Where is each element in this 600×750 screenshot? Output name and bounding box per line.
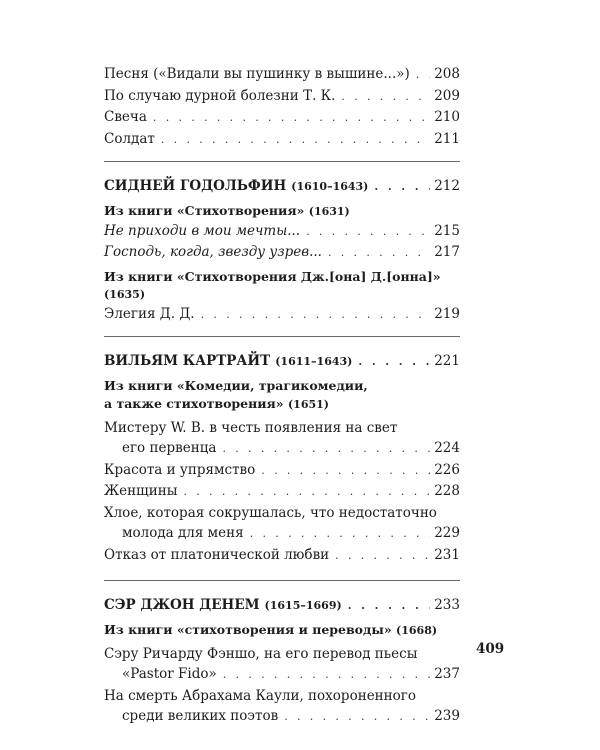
author-years: (1610–1643)	[291, 180, 369, 193]
toc-entry	[104, 460, 460, 482]
book-heading: Из книги «стихотворения и переводы» (1668)	[104, 621, 438, 637]
dot-leader	[306, 222, 430, 243]
toc-entry	[104, 242, 460, 264]
toc-entry-page: 239	[434, 708, 460, 724]
author-name: СИДНЕЙ ГОДОЛЬФИН (1610–1643)	[104, 178, 369, 194]
toc-entry-title: среди великих поэтов	[122, 708, 279, 724]
section-divider	[104, 336, 460, 338]
toc-entry	[104, 545, 460, 567]
toc-entry-page: 237	[434, 666, 460, 682]
dot-leader	[223, 665, 430, 686]
dot-leader	[341, 87, 430, 108]
author-heading	[104, 351, 460, 373]
toc-entry	[104, 304, 460, 326]
table-of-contents	[104, 64, 460, 728]
author-years: (1611–1643)	[275, 355, 353, 368]
toc-entry-title: Сэру Ричарду Фэншо, на его перевод пьесы	[104, 645, 418, 662]
toc-entry-page: 217	[434, 244, 460, 260]
page-number: 409	[476, 641, 505, 657]
toc-entry-title: его первенца	[122, 440, 217, 456]
toc-entry-page: 211	[434, 130, 460, 147]
toc-entry-page: 224	[434, 440, 460, 456]
toc-entry	[104, 418, 460, 439]
toc-entry	[104, 129, 460, 151]
author-name: ВИЛЬЯМ КАРТРАЙТ (1611–1643)	[104, 353, 353, 369]
book-heading: Из книги «Стихотворения» (1631)	[104, 202, 350, 218]
toc-entry-page: 219	[434, 305, 460, 322]
toc-entry-title: Господь, когда, звезду узрев...	[104, 244, 322, 260]
toc-entry-title: Красота и упрямство	[104, 461, 256, 478]
dot-leader	[328, 243, 430, 264]
toc-entry-continuation	[104, 438, 460, 460]
toc-entry-page: 228	[434, 483, 460, 499]
toc-entry	[104, 644, 460, 665]
toc-entry-title: Женщины	[104, 483, 178, 499]
toc-entry	[104, 221, 460, 243]
toc-entry-title: Песня («Видали вы пушинку в вышине...»)	[104, 66, 410, 82]
toc-entry-title: Мистеру W. B. в честь появления на свет	[104, 419, 398, 436]
toc-entry-title: молода для меня	[122, 525, 244, 541]
toc-entry-title: По случаю дурной болезни Т. К.	[104, 87, 336, 104]
author-years: (1615–1669)	[264, 599, 342, 612]
author-heading	[104, 176, 460, 198]
toc-entry-page: 231	[434, 546, 460, 563]
dot-leader	[222, 439, 430, 460]
author-page: 212	[434, 178, 460, 194]
toc-entry	[104, 481, 460, 503]
toc-entry-page: 226	[434, 461, 460, 478]
toc-entry	[104, 64, 460, 86]
toc-entry-title: «Pastor Fido»	[122, 666, 217, 682]
toc-entry-title: На смерть Абрахама Каули, похороненного	[104, 687, 417, 704]
section-divider	[104, 161, 460, 163]
dot-leader	[416, 65, 430, 86]
author-name: СЭР ДЖОН ДЕНЕМ (1615–1669)	[104, 597, 342, 613]
toc-entry-page: 229	[434, 525, 460, 541]
author-page: 233	[434, 597, 460, 613]
dot-leader	[348, 596, 431, 617]
toc-entry-title: Отказ от платонической любви	[104, 546, 330, 563]
dot-leader	[153, 108, 430, 129]
toc-entry-title: Свеча	[104, 109, 147, 125]
section-divider	[104, 580, 460, 582]
dot-leader	[284, 707, 430, 728]
dot-leader	[250, 524, 431, 545]
author-page: 221	[434, 353, 460, 369]
toc-entry-continuation	[104, 664, 460, 686]
toc-entry-title: Солдат	[104, 130, 155, 147]
toc-entry	[104, 107, 460, 129]
book-heading: Из книги «Комедии, трагикомедии, а также стихотворения» (1651)	[104, 377, 368, 411]
dot-leader	[183, 482, 430, 503]
toc-entry-title: Хлое, которая сокрушалась, что недостаточно	[104, 504, 437, 521]
dot-leader	[261, 461, 430, 482]
toc-entry	[104, 686, 460, 707]
dot-leader	[201, 305, 431, 326]
toc-entry-title: Элегия Д. Д.	[104, 305, 195, 322]
dot-leader	[335, 546, 430, 567]
toc-entry-page: 210	[434, 109, 460, 125]
dot-leader	[358, 352, 430, 373]
dot-leader	[161, 130, 430, 151]
toc-entry	[104, 86, 460, 108]
toc-entry-page: 209	[434, 87, 460, 104]
author-heading	[104, 595, 460, 617]
toc-entry-continuation	[104, 523, 460, 545]
dot-leader	[374, 177, 430, 198]
toc-entry	[104, 503, 460, 524]
book-heading: Из книги «Стихотворения Дж.[она] Д.[онна]» (1635)	[104, 268, 441, 301]
toc-entry-page: 208	[434, 66, 460, 82]
toc-entry-title: Не приходи в мои мечты...	[104, 222, 301, 239]
toc-entry-page: 215	[434, 222, 460, 239]
toc-entry-continuation	[104, 706, 460, 728]
